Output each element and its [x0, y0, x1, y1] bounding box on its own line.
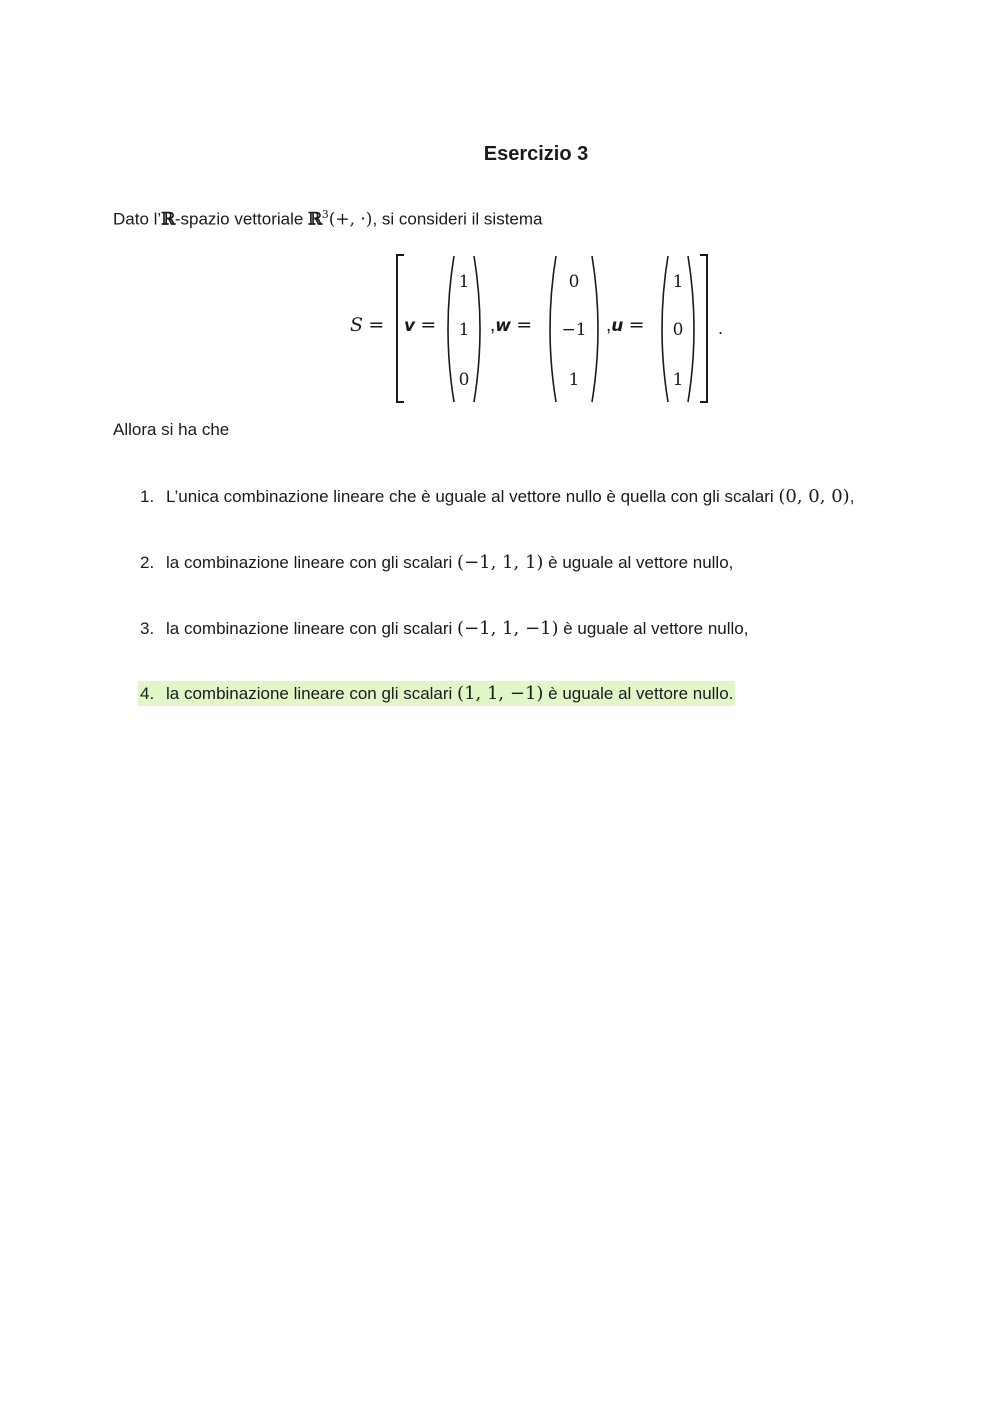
intro-suffix: , si consideri il sistema [372, 209, 543, 229]
vector-v-label: v = [404, 314, 437, 336]
system-equation [348, 252, 748, 404]
exercise-title: Esercizio 3 [483, 143, 589, 165]
vector-u [658, 254, 698, 404]
option-3[interactable] [138, 616, 750, 641]
lead-text: Allora si ha che [113, 420, 230, 439]
option-scalars: (1, 1, −1) [457, 683, 544, 704]
option-1[interactable] [138, 484, 856, 509]
vector-u-entry-2: 0 [672, 320, 684, 340]
option-text-after: è uguale al vettore nullo, [558, 619, 749, 638]
option-text-after: è uguale al vettore nullo. [543, 684, 734, 703]
option-text: la combinazione lineare con gli scalari [166, 619, 458, 638]
vector-v-entry-2: 1 [458, 320, 470, 340]
option-scalars: (0, 0, 0) [778, 486, 850, 507]
option-number: 2. [140, 553, 155, 572]
vector-w-entry-3: 1 [568, 370, 580, 390]
equation-end-dot: . [718, 318, 724, 338]
option-number: 3. [140, 619, 155, 638]
option-text: la combinazione lineare con gli scalari [166, 553, 458, 572]
option-text: la combinazione lineare con gli scalari [166, 684, 458, 703]
space-operations: (+, ·) [328, 209, 373, 230]
option-text-after: è uguale al vettore nullo, [543, 553, 734, 572]
intro-prefix: Dato l’ [113, 209, 162, 229]
vector-v-entry-3: 0 [458, 370, 470, 390]
space-symbol: ℝ [308, 209, 322, 230]
vector-w [546, 254, 602, 404]
vector-u-entry-3: 1 [672, 370, 684, 390]
set-label: S = [350, 314, 385, 336]
intro-text [113, 208, 543, 230]
vector-w-entry-1: 0 [568, 272, 580, 292]
vector-w-label: ,w = [490, 314, 533, 336]
option-scalars: (−1, 1, 1) [457, 552, 544, 573]
intro-mid: -spazio vettoriale [174, 209, 309, 229]
vector-u-entry-1: 1 [672, 272, 684, 292]
field-symbol: ℝ [161, 209, 175, 230]
option-text: L’unica combinazione lineare che è uguale al vettore nullo è quella con gli scalari [166, 487, 779, 506]
option-number: 1. [140, 487, 155, 506]
space-exponent: 3 [321, 208, 329, 221]
option-number: 4. [140, 684, 155, 703]
vector-w-entry-2: −1 [561, 320, 587, 340]
right-square-bracket [698, 254, 710, 404]
vector-v-entry-1: 1 [458, 272, 470, 292]
vector-u-label: ,u = [606, 314, 645, 336]
option-2[interactable] [138, 550, 735, 575]
option-scalars: (−1, 1, −1) [457, 618, 559, 639]
option-4-highlighted[interactable] [138, 681, 735, 706]
option-text-after: , [849, 487, 855, 506]
vector-v [444, 254, 484, 404]
